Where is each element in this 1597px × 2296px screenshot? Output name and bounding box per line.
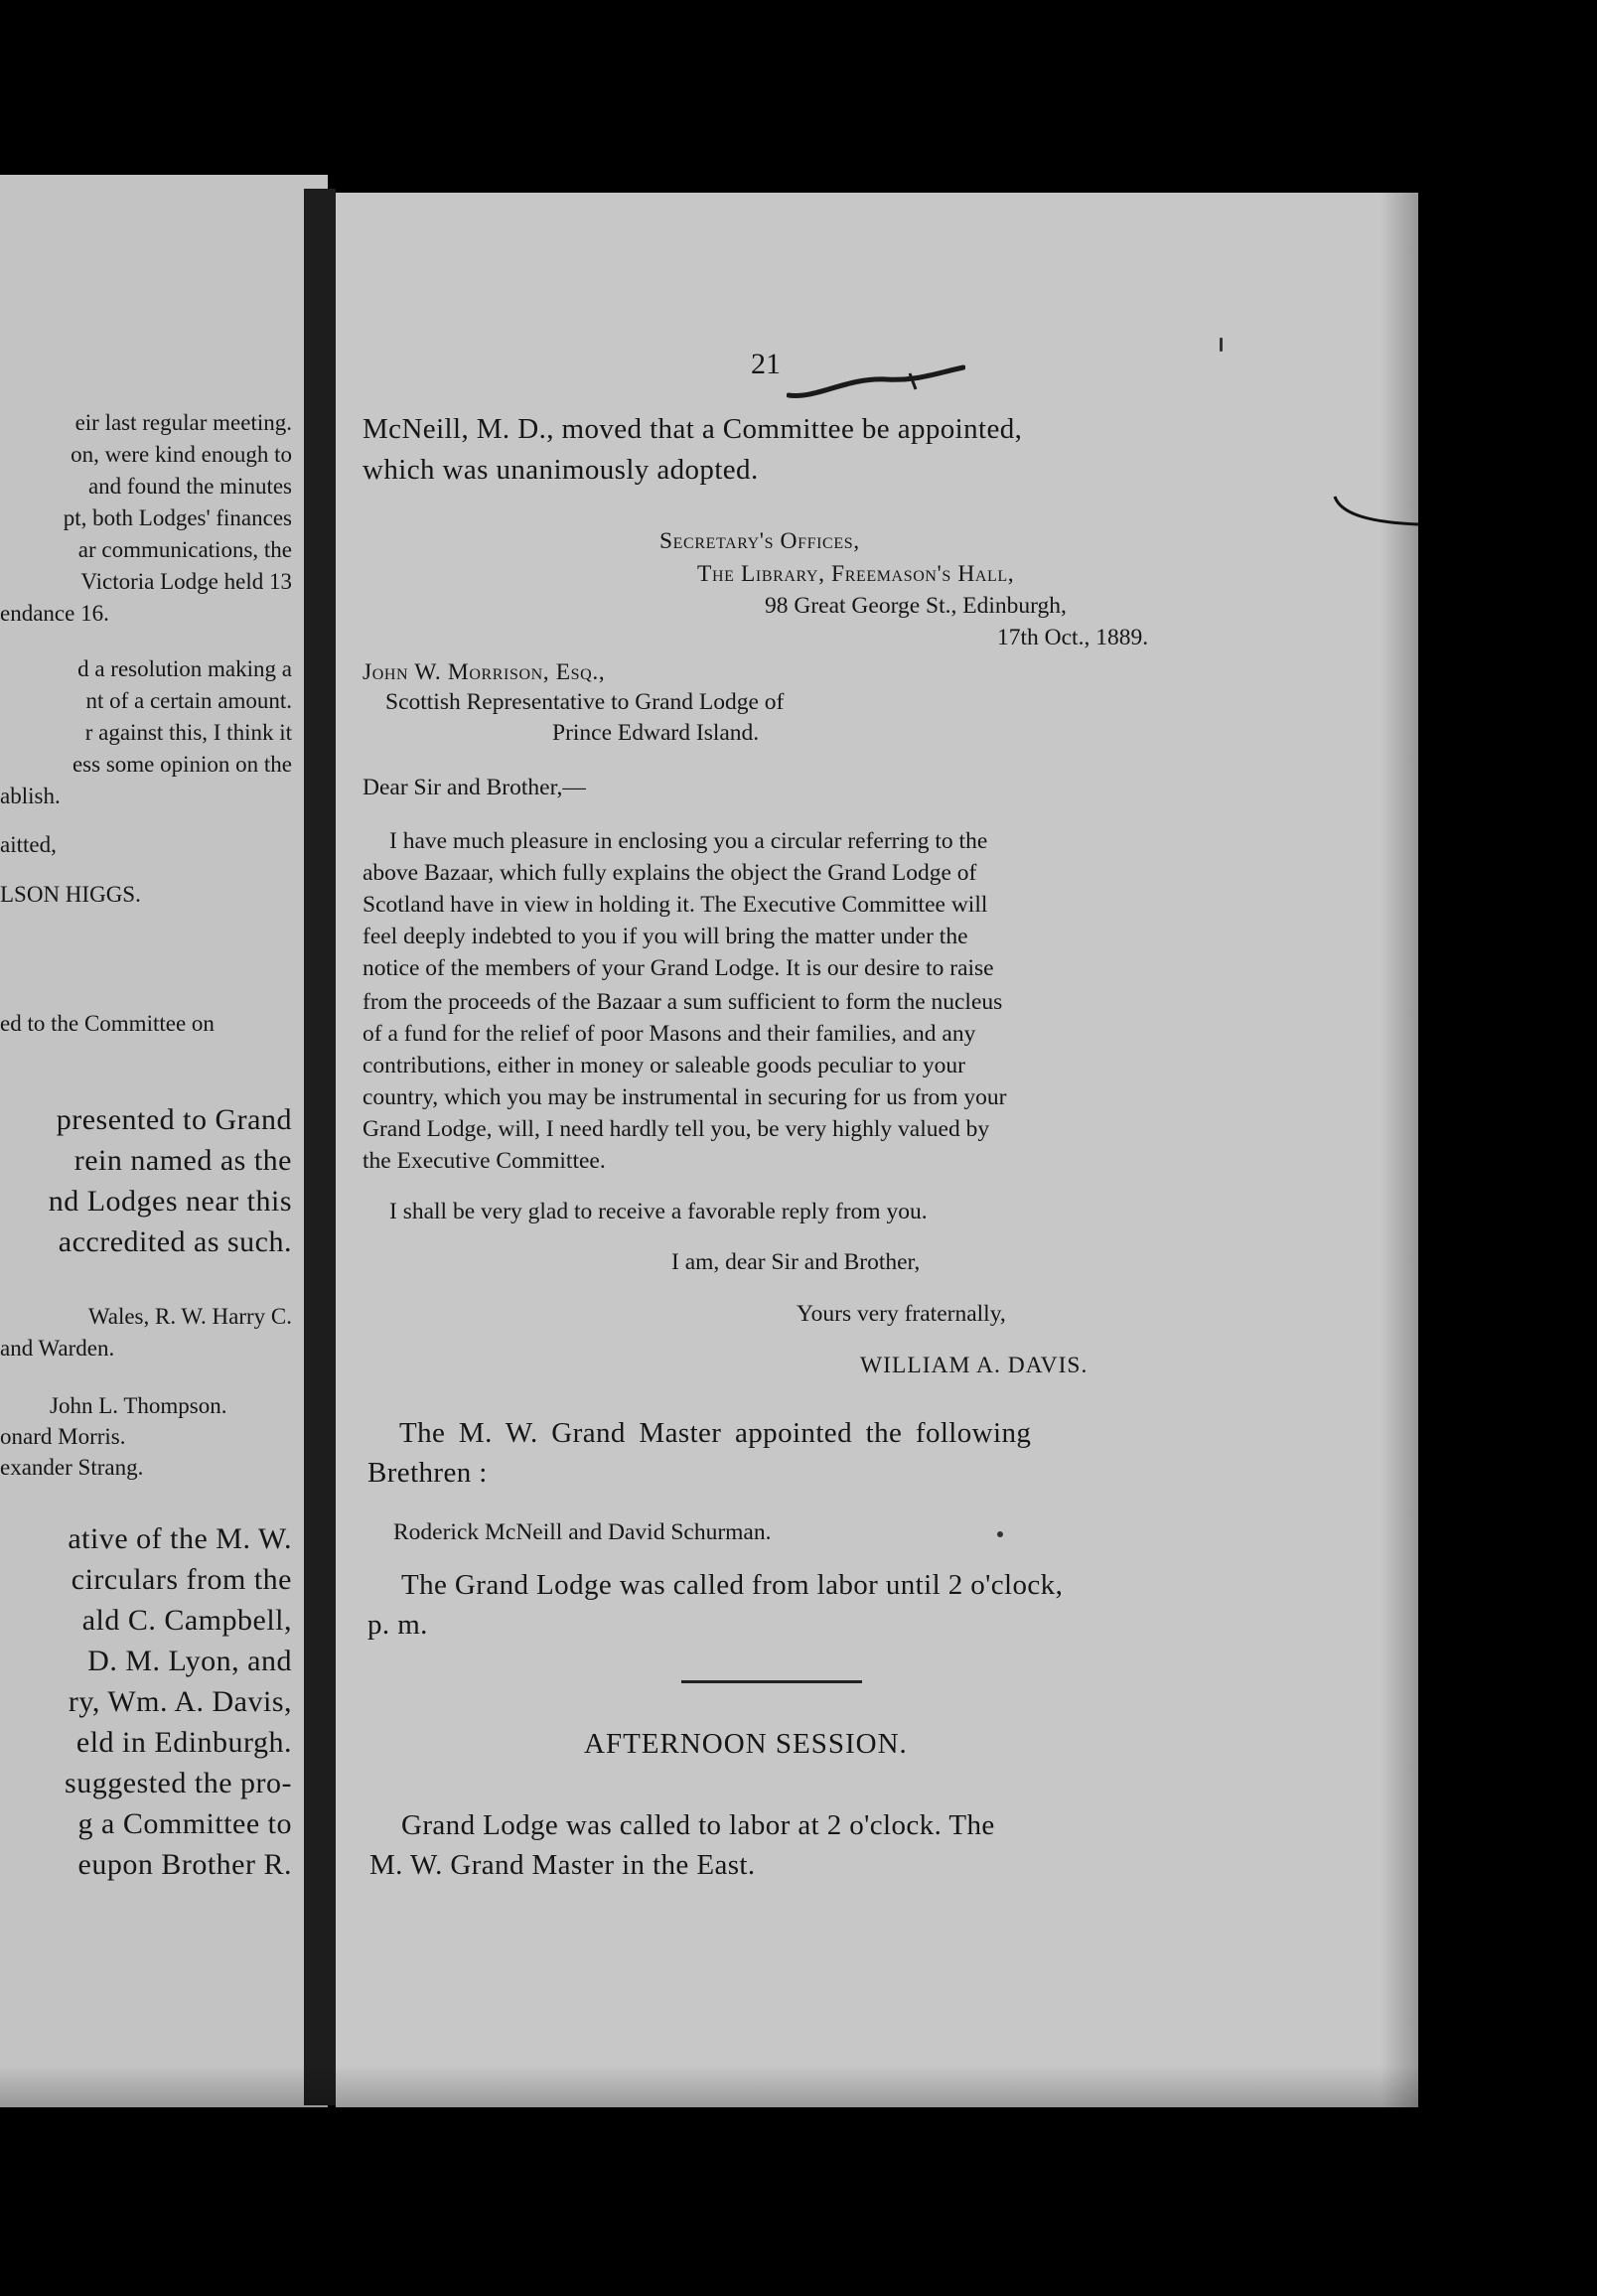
section-heading: AFTERNOON SESSION. xyxy=(584,1728,908,1760)
left-line: exander Strang. xyxy=(0,1455,144,1480)
left-line: r against this, I think it xyxy=(84,720,292,745)
text-line: The Grand Lodge was called from labor until 2 o'clock, xyxy=(401,1569,1064,1601)
left-line: aitted, xyxy=(0,832,57,857)
left-line: D. M. Lyon, and xyxy=(87,1645,292,1677)
recipient-line: John W. Morrison, Esq., xyxy=(363,659,606,685)
page-gutter xyxy=(304,189,336,2105)
letter-body-line: above Bazaar, which fully explains the object the Grand Lodge of xyxy=(363,860,977,886)
left-line: eupon Brother R. xyxy=(77,1848,292,1881)
address-date: 17th Oct., 1889. xyxy=(997,625,1149,650)
letter-body-line: Scotland have in view in holding it. The Executive Committee will xyxy=(363,892,988,918)
left-line: ative of the M. W. xyxy=(68,1522,292,1555)
left-line: eir last regular meeting. xyxy=(74,410,292,435)
text-line: Grand Lodge was called to labor at 2 o'clock. The xyxy=(401,1809,995,1841)
left-line: g a Committee to xyxy=(77,1807,292,1840)
left-line: endance 16. xyxy=(0,601,109,626)
closing-line: Yours very fraternally, xyxy=(797,1301,1006,1327)
left-line: onard Morris. xyxy=(0,1424,126,1449)
text-line: p. m. xyxy=(367,1609,428,1641)
page-shadow xyxy=(0,2066,1420,2107)
letter-body-line: of a fund for the relief of poor Masons and their families, and any xyxy=(363,1021,976,1047)
letter-body-line: feel deeply indebted to you if you will bring the matter under the xyxy=(363,924,968,949)
left-line: rein named as the xyxy=(73,1144,292,1177)
letter-body-line: from the proceeds of the Bazaar a sum sufficient to form the nucleus xyxy=(363,989,1003,1015)
left-line: nd Lodges near this xyxy=(48,1185,292,1218)
appointees: Roderick McNeill and David Schurman. xyxy=(393,1519,772,1545)
text-line: which was unanimously adopted. xyxy=(363,454,759,486)
recipient-line: Prince Edward Island. xyxy=(552,720,760,746)
signature: WILLIAM A. DAVIS. xyxy=(860,1353,1089,1378)
left-line: LSON HIGGS. xyxy=(0,882,141,907)
text-line: McNeill, M. D., moved that a Committee be appointed, xyxy=(363,413,1023,445)
pen-mark xyxy=(1331,467,1420,536)
text-line: Brethren : xyxy=(367,1457,488,1489)
left-line: ablish. xyxy=(0,784,61,808)
left-line: nt of a certain amount. xyxy=(85,688,292,713)
left-line: and Warden. xyxy=(0,1336,115,1361)
closing-line: I shall be very glad to receive a favorable reply from you. xyxy=(389,1199,928,1224)
left-line: eld in Edinburgh. xyxy=(75,1726,292,1759)
left-line: on, were kind enough to xyxy=(71,442,292,467)
closing-line: I am, dear Sir and Brother, xyxy=(671,1249,921,1275)
left-page xyxy=(0,175,328,2107)
speck xyxy=(1220,338,1223,352)
left-line: and found the minutes xyxy=(87,474,292,499)
left-line: Victoria Lodge held 13 xyxy=(80,569,292,594)
left-line: ar communications, the xyxy=(77,537,292,562)
recipient-line: Scottish Representative to Grand Lodge of xyxy=(385,689,785,715)
letter-body-line: the Executive Committee. xyxy=(363,1148,606,1174)
left-line: ry, Wm. A. Davis, xyxy=(68,1685,292,1718)
left-line: ald C. Campbell, xyxy=(81,1604,292,1637)
section-divider xyxy=(681,1680,862,1683)
pen-mark xyxy=(787,359,965,409)
left-line: presented to Grand xyxy=(56,1103,292,1136)
letter-body-line: contributions, either in money or saleable goods peculiar to your xyxy=(363,1053,965,1078)
left-line: Wales, R. W. Harry C. xyxy=(87,1304,292,1329)
address-line: The Library, Freemason's Hall, xyxy=(697,561,1015,587)
text-line: M. W. Grand Master in the East. xyxy=(369,1849,756,1881)
letter-body-line: Grand Lodge, will, I need hardly tell you, be very highly valued by xyxy=(363,1116,990,1142)
left-line: ess some opinion on the xyxy=(72,752,292,777)
page-number: 21 xyxy=(751,348,781,380)
left-line: d a resolution making a xyxy=(77,656,292,681)
salutation: Dear Sir and Brother,— xyxy=(363,775,586,800)
left-line: John L. Thompson. xyxy=(50,1393,227,1418)
left-line: suggested the pro- xyxy=(65,1767,292,1799)
letter-body-line: country, which you may be instrumental in securing for us from your xyxy=(363,1084,1007,1110)
left-line: accredited as such. xyxy=(58,1225,292,1258)
left-line: ed to the Committee on xyxy=(0,1011,215,1036)
speck xyxy=(997,1531,1003,1537)
left-line: pt, both Lodges' finances xyxy=(63,505,292,530)
text-line: The M. W. Grand Master appointed the following xyxy=(399,1417,1032,1449)
address-line: 98 Great George St., Edinburgh, xyxy=(765,593,1067,619)
address-line: Secretary's Offices, xyxy=(659,528,860,554)
letter-body-line: notice of the members of your Grand Lodge. It is our desire to raise xyxy=(363,955,994,981)
left-line: circulars from the xyxy=(71,1563,292,1596)
letter-body-line: I have much pleasure in enclosing you a circular referring to the xyxy=(389,828,988,854)
